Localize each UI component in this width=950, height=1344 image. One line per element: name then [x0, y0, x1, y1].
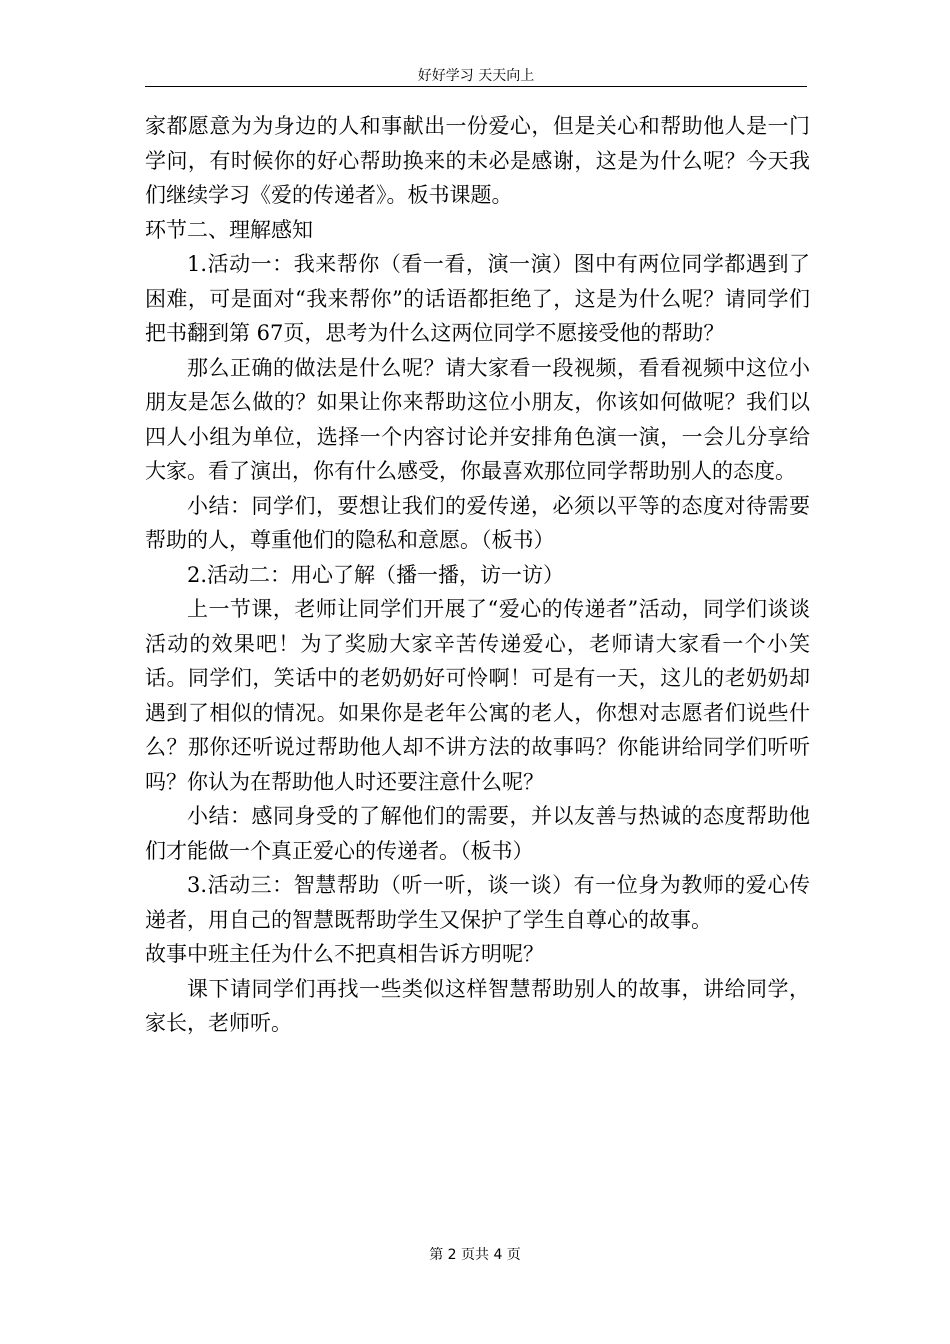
paragraph-summary-2: 小结：感同身受的了解他们的需要，并以友善与热诚的态度帮助他们才能做一个真正爱心的传递者。（板书） [145, 804, 810, 863]
paragraph-activity-2: 上一节课，老师让同学们开展了“爱心的传递者”活动，同学们谈谈活动的效果吧！为了奖励大家辛苦传递爱心，老师请大家看一个小笑话。同学们，笑话中的老奶奶好可怜啊！可是有一天，这儿的老奶奶却遇到了相似的情况。如果你是老年公寓的老人，你想对志愿者们说些什么？那你还听说过帮助他人却不讲方法的故事吗？你能讲给同学们听听吗？你认为在帮助他人时还要注意什么呢？ [145, 597, 810, 794]
paragraph-intro-continued: 家都愿意为为身边的人和事献出一份爱心，但是关心和帮助他人是一门学问，有时候你的好心帮助换来的未必是感谢，这是为什么呢？今天我们继续学习《爱的传递者》。板书课题。 [145, 114, 810, 207]
document-body [145, 109, 810, 1041]
paragraph-summary-1: 小结：同学们，要想让我们的爱传递，必须以平等的态度对待需要帮助的人，尊重他们的隐私和意愿。（板书） [145, 493, 810, 552]
paragraph-activity-1: 1.活动一：我来帮你（看一看，演一演）图中有两位同学都遇到了困难，可是面对“我来帮你”的话语都拒绝了，这是为什么呢？请同学们把书翻到第 67页，思考为什么这两位同学不愿接受他的帮助？ [145, 252, 810, 345]
section-heading: 环节二、理解感知 [145, 217, 313, 242]
paragraph-activity-3-question: 故事中班主任为什么不把真相告诉方明呢？ [145, 942, 544, 966]
paragraph-homework: 课下请同学们再找一些类似这样智慧帮助别人的故事，讲给同学，家长，老师听。 [145, 976, 810, 1035]
paragraph-activity-3: 3.活动三：智慧帮助（听一听，谈一谈）有一位身为教师的爱心传递者，用自己的智慧既帮助学生又保护了学生自尊心的故事。 [145, 873, 810, 932]
page-header: 好好学习 天天向上 [145, 66, 807, 87]
paragraph-activity-2-title: 2.活动二：用心了解（播一播，访一访） [187, 562, 565, 587]
paragraph-activity-1-discussion: 那么正确的做法是什么呢？请大家看一段视频，看看视频中这位小朋友是怎么做的？如果让你来帮助这位小朋友，你该如何做呢？我们以四人小组为单位，选择一个内容讨论并安排角色演一演，一会儿分享给大家。看了演出，你有什么感受，你最喜欢那位同学帮助别人的态度。 [145, 355, 810, 483]
page-footer: 第 2 页共 4 页 [429, 1247, 521, 1263]
